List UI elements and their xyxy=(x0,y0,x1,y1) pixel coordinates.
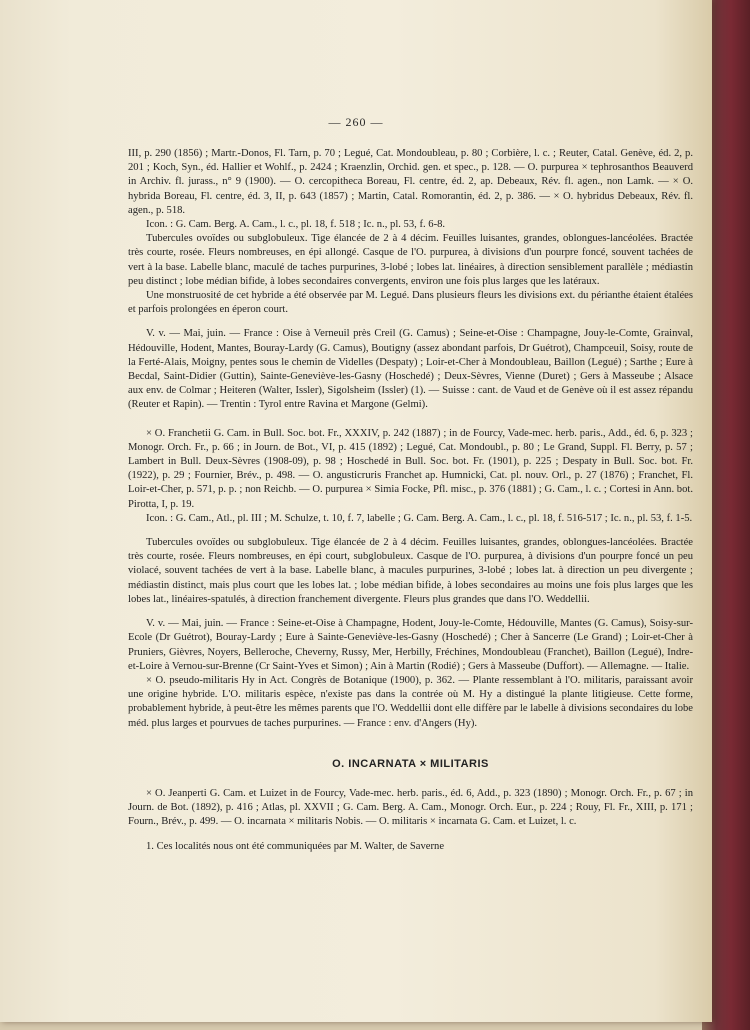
page-number: — 260 — xyxy=(328,115,384,129)
monstrosity-note: Une monstruosité de cet hybride a été observée par M. Legué. Dans plusieurs fleurs les divisions ext. du périanthe étaient étalées et parfois prolongées en éperon court. xyxy=(128,290,693,316)
pseudo-militaris-paragraph: × O. pseudo-militaris Hy in Act. Congrès de Botanique (1900), p. 362. — Plante ressemblant à l'O. militaris, paraissant avoir une origine hybride. L'O. militaris espèce, n'existe pas dans la contrée où M. Hy a distingué la plante litigieuse. Cette forme, probablement hybride, à peut-être les mêmes parents que l'O. Weddellii dont elle diffère par le labelle à divisions secondaires du lobe méd. plus larges et pourvues de taches purpurines. — France : env. d'Angers (Hy). xyxy=(128,674,693,729)
description-paragraph: Tubercules ovoïdes ou subglobuleux. Tige élancée de 2 à 4 décim. Feuilles luisantes, grandes, oblongues-lancéolées. Bractée très courte, rosée. Fleurs nombreuses, en épi allongé. Casque de l'O. purpurea, à divisions d'un pourpre foncé, souvent tachées de vert à la base. Labelle blanc, maculé de taches purpurines, 3-lobé ; lobes lat. linéaires, à direction sensiblement parallèle ; médiastin peu distinct ; lobe médian bifide, à lobes secondaires convergents, environ une fois plus larges que les latéraux. xyxy=(128,233,693,287)
synonymy-paragraph: III, p. 290 (1856) ; Martr.-Donos, Fl. Tarn, p. 70 ; Legué, Cat. Mondoubleau, p. 80 ; Corbière, l. c. ; Reuter, Catal. Genève, éd. 2, p. 201 ; Koch, Syn., éd. Hallier et Wohlf., p. 2424 ; Kraenzlin, Orchid. gen. et spec., p. 128. — O. purpurea × tephrosanthos Beauverd in Archiv. fl. jurass., n° 9 (1900). — O. cercopitheca Boreau, Fl. centre, éd. 2, ap. Debeaux, Rév. fl. agen., non Lamk. — × O. hybrida Boreau, Fl. centre, éd. 3, II, p. 643 (1857) ; Martin, Catal. Romorantin, éd. 2, p. 386. — × O. hybridus Debeaux, Rév. fl. agen., p. 518. xyxy=(128,148,693,216)
section-heading: O. INCARNATA × MILITARIS xyxy=(332,757,489,770)
footnote: 1. Ces localités nous ont été communiquées par M. Walter, de Saverne xyxy=(146,840,445,852)
page-body xyxy=(128,147,693,854)
franchetii-distribution: V. v. — Mai, juin. — France : Seine-et-Oise à Champagne, Hodent, Jouy-le-Comte, Hédouville, Mantes (G. Camus), Soisy-sur-Ecole (Dr Guétrot), Bouray-Lardy ; Eure à Sainte-Geneviève-les-Gasny (Hoschedé) ; Cher à Sancerre (Le Grand) ; Loir-et-Cher à Pruniers, Gièvres, Noyers, Belleroche, Cheverny, Russy, Mer, Herbilly, Fréchines, Mondoubleau (Franchet), Baillon (Legué), Indre-et-Loire à Vernou-sur-Brenne (Cr Saint-Yves et Simon) ; Ain à Martin (Rodié) ; Gers à Masseube (Duffort). — Allemagne. — Italie. xyxy=(128,618,693,672)
jeanperti-paragraph: × O. Jeanperti G. Cam. et Luizet in de Fourcy, Vade-mec. herb. paris., éd. 6, Add., p. 323 (1890) ; Monogr. Orch. Fr., p. 67 ; in Journ. de Bot. (1892), p. 416 ; Atlas, pl. XXVII ; G. Cam. Berg. A. Cam., Monogr. Orch. Eur., p. 224 ; Rouy, Fl. Fr., XIII, p. 171 ; Fourn., Brév., p. 499. — O. incarnata × militaris Nobis. — O. militaris × incarnata G. Cam. et Luizet, l. c. xyxy=(128,787,693,828)
franchetii-icon-reference: Icon. : G. Cam., Atl., pl. III ; M. Schulze, t. 10, f. 7, labelle ; G. Cam. Berg. A. Cam., l. c., pl. 18, f. 516-517 ; Ic. n., pl. 53, f. 1-5. xyxy=(146,512,693,524)
franchetii-synonymy: × O. Franchetii G. Cam. in Bull. Soc. bot. Fr., XXXIV, p. 242 (1887) ; in de Fourcy, Vade-mec. herb. paris., Add., éd. 6, p. 323 ; Monogr. Orch. Fr., p. 66 ; in Journ. de Bot., VI, p. 415 (1892) ; Legué, Cat. Mondoubl., p. 80 ; Le Grand, Suppl. Fl. Berry, p. 57 ; Lambert in Bull. Deux-Sèvres (1908-09), p. 98 ; Hoschedé in Bull. Soc. bot. Fr. (1901), p. 225 ; Despaty in Bull. Soc. bot. Fr. (1922), p. 29 ; Fournier, Brév., p. 498. — O. angusticruris Franchet ap. Humnicki, Cat. pl. nouv. Orl., p. 27 (1876) ; Franchet, Fl. Loir-et-Cher, p. 571, p. p. ; non Reichb. — O. purpurea × Simia Focke, Pfl. misc., p. 376 (1881) ; G. Cam., l. c. ; Cortesi in Ann. bot. Pirotta, I, p. 19. xyxy=(128,427,693,510)
distribution-paragraph: V. v. — Mai, juin. — France : Oise à Verneuil près Creil (G. Camus) ; Seine-et-Oise : Champagne, Jouy-le-Comte, Grainval, Hédouville, Hodent, Mantes, Bouray-Lardy (G. Camus), Boutigny (assez abondant parfois, Dr Guétrot), Champceuil, Soisy, route de la Ferté-Alais, Moigny, pentes sous le chemin de Videlles (Despaty) ; Loir-et-Cher à Mondoubleau, Baillon (Legué) ; Sarthe ; Eure à Becdal, Saint-Didier (Guttin), Sainte-Geneviève-les-Gasny (Hoschedé) ; Deux-Sèvres, Vienne (Duret) ; Gers à Masseube ; Alsace aux env. de Colmar ; Heiteren (Walter, Issler), Sigolsheim (Issler) (1). — Suisse : cant. de Vaud et de Genève où il est assez répandu (Reuter et Rapin). — Trentin : Tyrol entre Ravina et Margone (Gelmi). xyxy=(128,328,693,411)
franchetii-description: Tubercules ovoïdes ou subglobuleux. Tige élancée de 2 à 4 décim. Feuilles luisantes, grandes, oblongues-lancéolées. Bractée très courte, rosée. Fleurs nombreuses, en épi court, subglobuleux. Casque de l'O. purpurea, à divisions d'un pourpre foncé un peu violacé, souvent tachées de vert à la base. Labelle blanc, à macules purpurines, 3-lobé ; lobes lat. à direction un peu divergente ; médiastin distinct, mais plus court que les lobes lat. ; lobe médian bifide, à lobes secondaires au moins une fois plus larges que les lobes lat., linéaires-spatulés, à direction franchement divergente. Fleurs plus grandes que dans l'O. Weddellii. xyxy=(128,537,693,605)
icon-reference: Icon. : G. Cam. Berg. A. Cam., l. c., pl. 18, f. 518 ; Ic. n., pl. 53, f. 6-8. xyxy=(146,219,446,231)
